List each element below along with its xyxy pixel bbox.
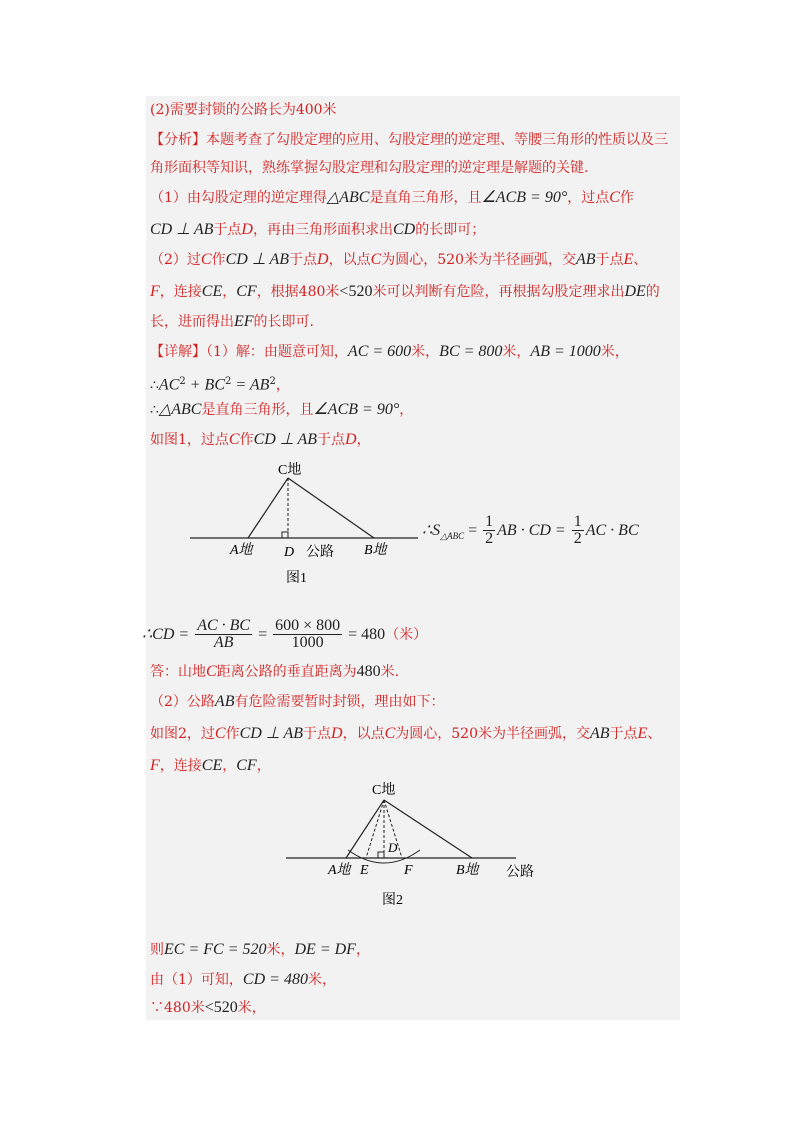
analysis-line-4: CD ⊥ AB于点D，再由三角形面积求出CD的长即可； [150,221,486,238]
label-b: B地 [364,543,387,558]
side-ac [346,800,384,858]
answer-1-line: 答：山地C距离公路的垂直距离为480米. [150,663,400,680]
right-angle-mark [282,532,288,538]
figure2-intro-line-2: F，连接CE，CF， [150,757,271,774]
figure1-intro-line: 如图1，过点C作CD ⊥ AB于点D， [150,431,371,448]
solution-panel [142,96,680,1020]
label-c: C地 [278,463,302,478]
figure-2 [282,780,552,914]
answer-line: (2)需要封锁的公路长为400米 [150,102,337,118]
area-equation: $\therefore S_{\triangle ABC}$ = $\frac{1}{2}$ AB · CD = $\frac{1}{2}$ AC · BC [422,513,639,547]
segment-ce [366,800,384,858]
label-e: E [360,863,369,878]
side-bc [288,478,374,538]
analysis-line-6: F，连接CE，CF，根据480米<520米可以判断有危险，再根据勾股定理求出DE的 [150,283,660,300]
analysis-line-5: （2）过C作CD ⊥ AB于点D，以点C为圆心，520米为半径画弧，交AB于点E、 [150,251,648,268]
figure2-intro-line-1: 如图2，过C作CD ⊥ AB于点D，以点C为圆心，520米为半径画弧，交AB于点E、 [150,725,662,742]
side-ac [248,478,288,538]
label-f: F [404,863,413,878]
conclusion-line-1: 则EC = FC = 520米，DE = DF， [150,941,370,958]
conclusion-line-2: 由（1）可知，CD = 480米， [150,971,336,988]
analysis-line-2: 角形面积等知识，熟练掌握勾股定理和勾股定理的逆定理是解题的关键. [150,160,589,176]
detail-line-1: 【详解】（1）解：由题意可知，AC = 600米，BC = 800米，AB = 1000米， [150,343,629,360]
label-c: C地 [372,783,396,798]
right-angle-mark [378,852,384,858]
label-d: D [284,545,295,560]
label-road: 公路 [506,865,534,880]
cd-equation: ∴CD = $\frac{AC \cdot BC}{AB}$ = $\frac{600 \times 800}{1000}$ = 480（米） [142,617,428,651]
label-b: B地 [456,863,479,878]
figure-caption: 图1 [286,571,307,586]
conclusion-line-3: ∵480米<520米， [150,999,266,1016]
figure-1 [186,458,426,588]
analysis-line-7: 长，进而得出EF的长即可. [150,313,314,330]
label-d: D [388,840,398,855]
label-road: 公路 [306,545,334,560]
label-a: A地 [328,863,351,878]
pythagoras-line: $\therefore AC^2 + BC^2 = AB^2$， [150,376,290,394]
part-2-line: （2）公路AB有危险需要暂时封锁，理由如下： [150,693,445,710]
figure-caption: 图2 [382,893,403,908]
analysis-line-1: 【分析】本题考查了勾股定理的应用、勾股定理的逆定理、等腰三角形的性质以及三 [150,132,668,148]
analysis-line-3: （1）由勾股定理的逆定理得△ABC是直角三角形，且∠ACB = 90°，过点C作 [150,189,634,206]
right-triangle-line: ∴△ABC是直角三角形，且∠ACB = 90°， [150,401,414,418]
label-a: A地 [230,543,253,558]
